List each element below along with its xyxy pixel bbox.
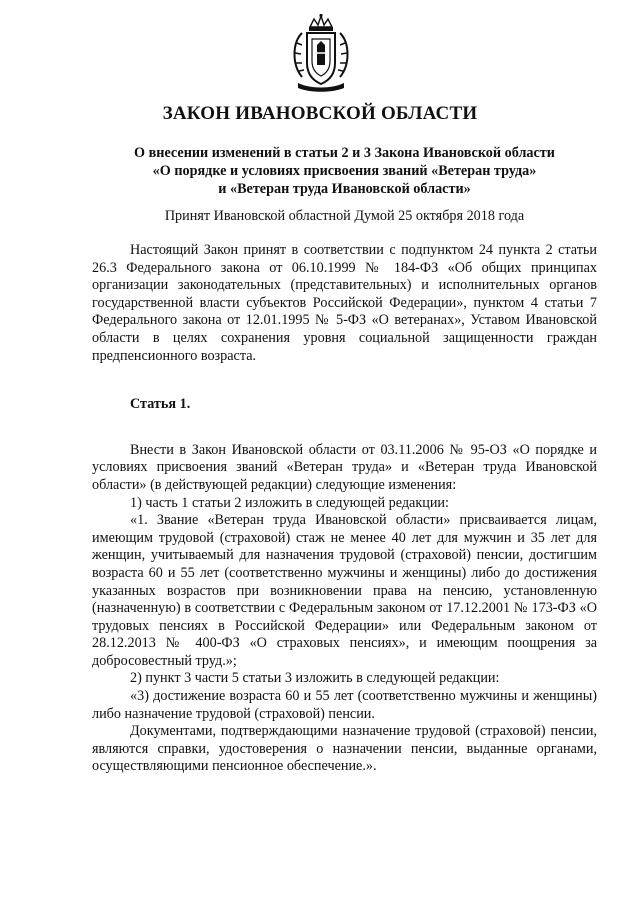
body-paragraph: Документами, подтверждающими назначение трудовой (страховой) пенсии, являются справки, удостоверения о назначении пенсии, выданные органами, осуществляющими пенсионное обеспечение.». xyxy=(92,723,597,775)
coat-of-arms-icon xyxy=(288,13,354,93)
subtitle-line: О внесении изменений в статьи 2 и 3 Закона Ивановской области xyxy=(134,145,555,161)
document-subtitle xyxy=(92,144,597,198)
body-paragraph: Внести в Закон Ивановской области от 03.11.2006 № 95-ОЗ «О порядке и условиях присвоения званий «Ветеран труда» и «Ветеран труда Ивановской области» (в действующей редакции) следующие изменения: xyxy=(92,441,597,493)
subtitle-line: и «Ветеран труда Ивановской области» xyxy=(218,181,471,197)
subtitle-line: «О порядке и условиях присвоения званий «Ветеран труда» xyxy=(152,163,537,179)
preamble-paragraph: Настоящий Закон принят в соответствии с подпунктом 24 пункта 2 статьи 26.3 Федерального закона от 06.10.1999 № 184-ФЗ «Об общих принципах организации законодательных (представительных) и исполнительных органов государственной власти субъектов Российской Федерации», пунктом 4 статьи 7 Федерального закона от 12.01.1995 № 5-ФЗ «О ветеранах», Уставом Ивановской области в целях сохранения уровня социальной защищенности граждан предпенсионного возраста. xyxy=(92,242,597,364)
body-paragraph: «1. Звание «Ветеран труда Ивановской области» присваивается лицам, имеющим трудовой (страховой) стаж не менее 40 лет для мужчин и 35 лет для женщин, учитываемый для назначения трудовой (страховой) пенсии, достигшим возраста 60 и 55 лет (соответственно мужчины и женщины) либо до достижения указанных возрастов при возникновении права на пенсию, установленную (назначенную) в соответствии с Федеральным законом от 17.12.2001 № 173-ФЗ «О трудовых пенсиях в Российской Федерации» или Федеральным законом от 28.12.2013 № 400-ФЗ «О страховых пенсиях», и имеющим поощрения за добросовестный труд.»; xyxy=(92,512,597,669)
body-paragraph: 1) часть 1 статьи 2 изложить в следующей редакции: xyxy=(130,494,449,511)
article-heading: Статья 1. xyxy=(130,396,191,413)
adoption-statement: Принят Ивановской областной Думой 25 октября 2018 года xyxy=(164,208,525,224)
body-paragraph: «3) достижение возраста 60 и 55 лет (соответственно мужчины и женщины) либо назначение трудовой (страховой) пенсии. xyxy=(92,688,597,722)
document-body xyxy=(92,242,597,776)
document-title: ЗАКОН ИВАНОВСКОЙ ОБЛАСТИ xyxy=(162,103,478,124)
body-paragraph: 2) пункт 3 части 5 статьи 3 изложить в следующей редакции: xyxy=(130,670,500,687)
